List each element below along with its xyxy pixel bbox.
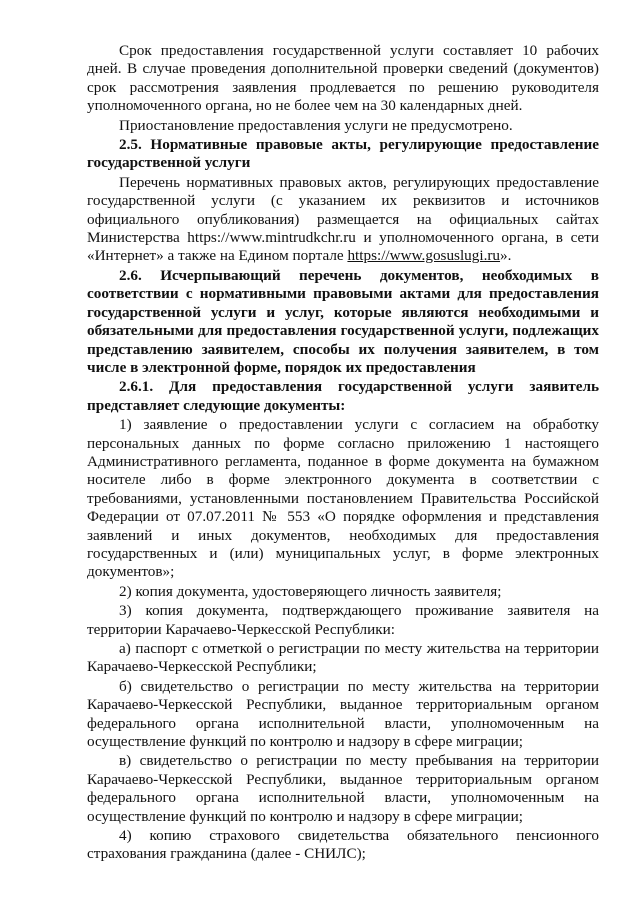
gosuslugi-link[interactable]: https://www.gosuslugi.ru [347,247,501,265]
list-item-1: 1) заявление о предоставлении услуги с согласием на обработку персональных данных по форме согласно приложению 1 настоящего Административного регламента, поданное в форме документа на бумажном носителе либо в форме электронного документа в соответствии с требованиями, установленными постановлением Правительства Российской Федерации от 07.07.2011 № 553 «О порядке оформления и представления заявлений и иных документов, необходимых для предоставления государственных и (или) муниципальных услуг, в форме электронных документов»; [87,416,599,581]
list-item-3: 3) копия документа, подтверждающего проживание заявителя на территории Карачаево-Черкесской Республики: [87,602,599,638]
list-item-4: 4) копию страхового свидетельства обязательного пенсионного страхования гражданина (далее - СНИЛС); [87,827,599,863]
legal-acts-tail: ». [500,247,512,265]
list-item-3a: а) паспорт с отметкой о регистрации по месту жительства на территории Карачаево-Черкесской Республики; [87,640,599,676]
section-heading-2-6-1: 2.6.1. Для предоставления государственной услуги заявитель представляет следующие документы: [87,378,599,414]
legal-acts-text: Перечень нормативных правовых актов, регулирующих предоставление государственной услуги (с указанием их реквизитов и источников официального опубликования) размещается на официальных сайтах Министерства https://www.mintrudkchr.ru и уполномоченного органа, в сети «Интернет» а также на Едином портале [87,173,599,265]
paragraph-legal-acts [87,174,599,266]
section-heading-2-6: 2.6. Исчерпывающий перечень документов, необходимых в соответствии с нормативными правовыми актами для предоставления государственной услуги и услуг, которые являются необходимыми и обязательными для предоставления государственной услуги, подлежащих представлению заявителем, способы их получения заявителем, в том числе в электронной форме, порядок их предоставления [87,266,599,376]
section-heading-2-5: 2.5. Нормативные правовые акты, регулирующие предоставление государственной услуги [87,136,599,172]
paragraph-term: Срок предоставления государственной услуги составляет 10 рабочих дней. В случае проведения дополнительной проверки сведений (документов) срок рассмотрения заявления продлевается по решению руководителя уполномоченного органа, но не более чем на 30 календарных дней. [87,42,599,115]
paragraph-suspension: Приостановление предоставления услуги не предусмотрено. [119,116,513,134]
document-body [87,42,599,864]
list-item-2: 2) копия документа, удостоверяющего личность заявителя; [119,582,502,600]
list-item-3c: в) свидетельство о регистрации по месту пребывания на территории Карачаево-Черкесской Республики, выданное территориальным органом федерального органа исполнительной власти, уполномоченным на осуществление функций по контролю и надзору в сфере миграции; [87,752,599,825]
list-item-3b: б) свидетельство о регистрации по месту жительства на территории Карачаево-Черкесской Республики, выданное территориальным органом федерального органа исполнительной власти, уполномоченным на осуществление функций по контролю и надзору в сфере миграции; [87,677,599,751]
